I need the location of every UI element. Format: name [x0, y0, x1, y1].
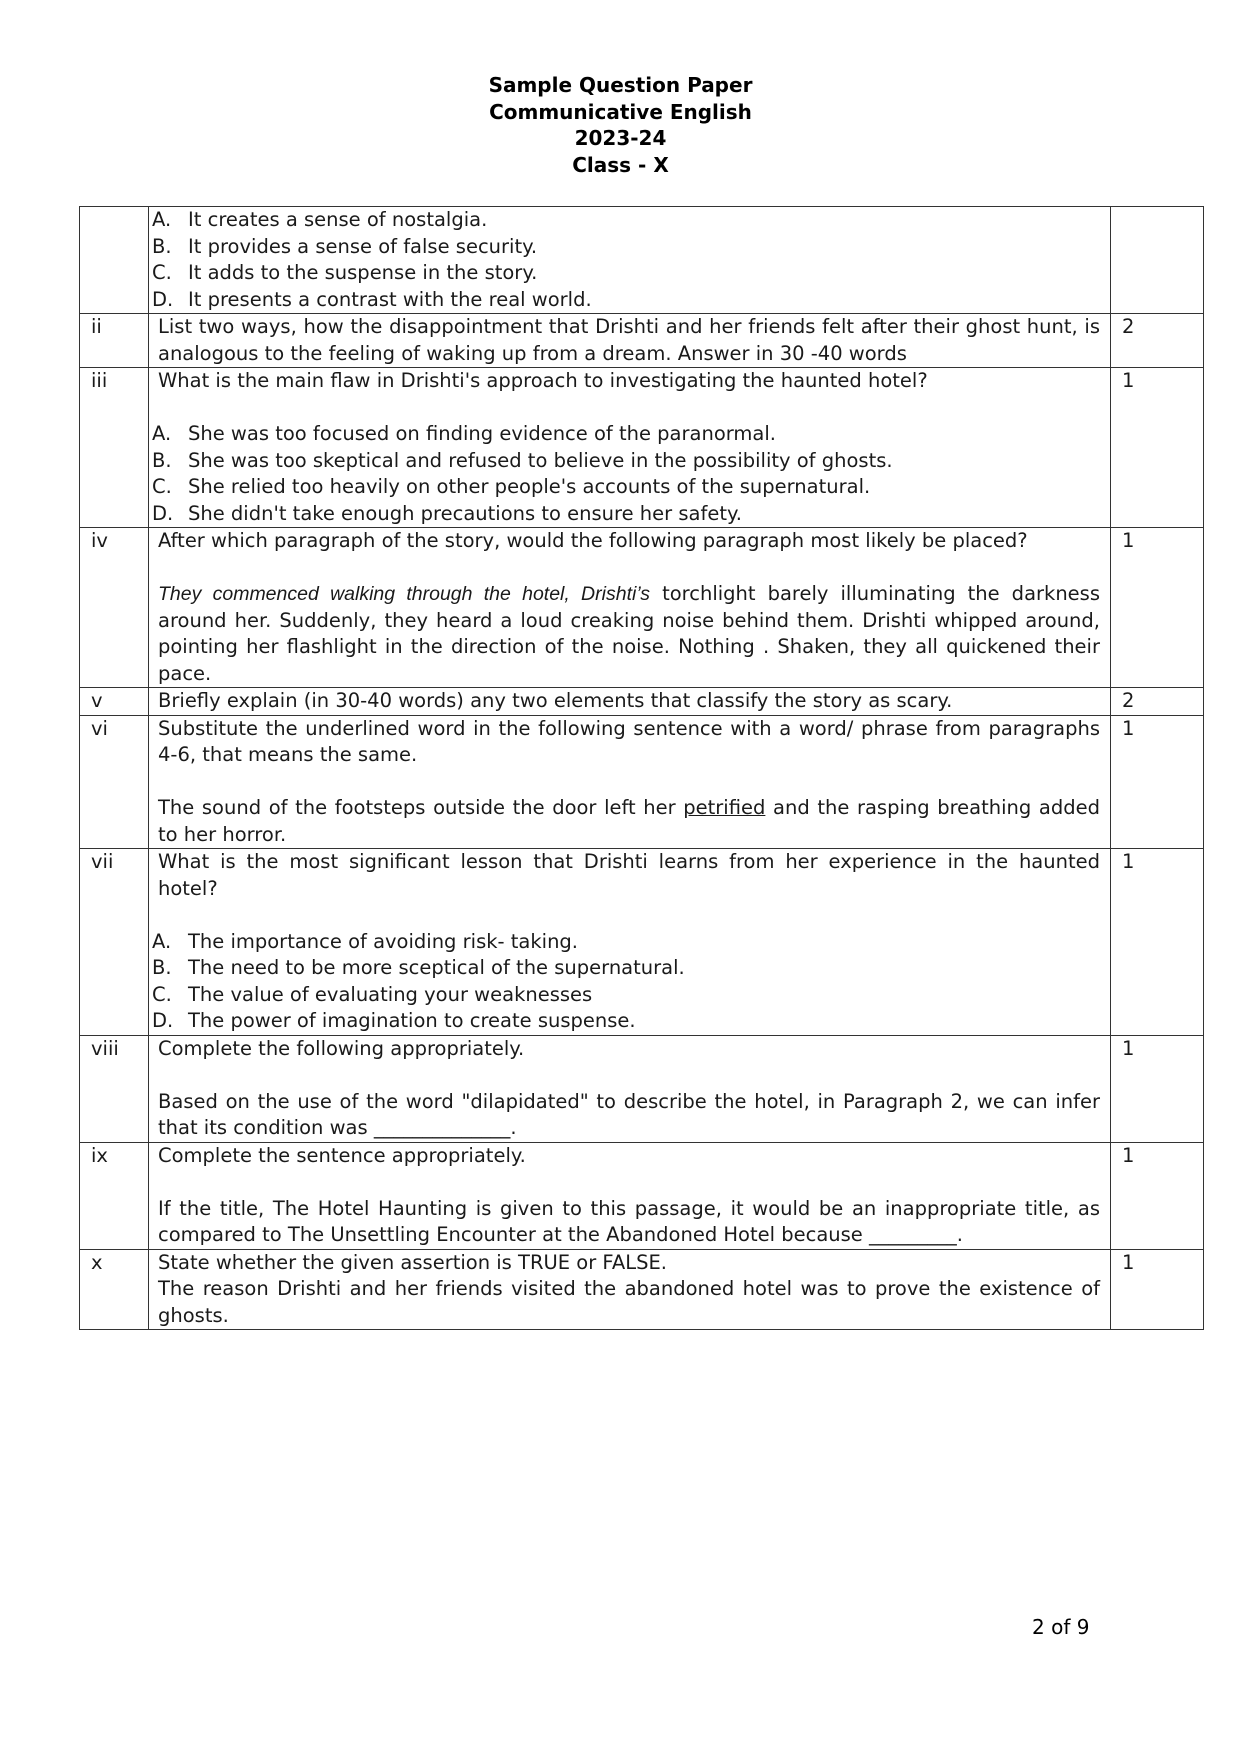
question-text: Complete the sentence appropriately.	[158, 1143, 526, 1167]
question-number: ix	[80, 1142, 149, 1249]
table-row	[80, 1249, 1204, 1330]
question-number: ii	[80, 314, 149, 368]
table-row	[80, 1035, 1204, 1142]
marks-cell: 2	[1111, 688, 1204, 716]
question-text: Briefly explain (in 30-40 words) any two elements that classify the story as scary.	[149, 688, 1111, 716]
question-number: v	[80, 688, 149, 716]
question-detail: Based on the use of the word "dilapidated" to describe the hotel, in Paragraph 2, we can infer that its condition was ______________.	[158, 1089, 1100, 1139]
question-cell	[149, 1035, 1111, 1142]
question-text: What is the main flaw in Drishti's approach to investigating the haunted hotel?	[158, 369, 928, 392]
table-row	[80, 528, 1204, 688]
question-number: vii	[80, 849, 149, 1036]
question-text: After which paragraph of the story, would the following paragraph most likely be placed?	[158, 529, 1028, 552]
option-c: C. The value of evaluating your weaknesses	[152, 982, 593, 1006]
option-c: C. She relied too heavily on other people's accounts of the supernatural.	[152, 475, 871, 498]
question-text: Complete the following appropriately.	[158, 1036, 525, 1060]
question-text: What is the most significant lesson that Drishti learns from her experience in the haunted hotel?	[158, 850, 1100, 900]
class-label: Class - X	[572, 152, 669, 177]
subject-title: Communicative English	[489, 99, 752, 124]
question-cell	[149, 207, 1111, 314]
session-year: 2023-24	[574, 126, 667, 150]
option-d: D. She didn't take enough precautions to ensure her safety.	[152, 501, 742, 525]
marks-cell: 1	[1111, 528, 1204, 688]
question-cell	[149, 1142, 1111, 1249]
question-text: State whether the given assertion is TRUE or FALSE.	[158, 1250, 667, 1274]
option-a: A. She was too focused on finding evidence of the paranormal.	[152, 422, 776, 445]
question-number: x	[80, 1249, 149, 1330]
question-text: List two ways, how the disappointment that Drishti and her friends felt after their ghost hunt, is analogous to the feeling of waking up from a dream. Answer in 30 -40 words	[149, 314, 1111, 368]
question-number: iv	[80, 528, 149, 688]
table-row	[80, 314, 1204, 368]
marks-cell: 1	[1111, 368, 1204, 528]
option-b: B. She was too skeptical and refused to believe in the possibility of ghosts.	[152, 448, 893, 472]
option-d: D. It presents a contrast with the real world.	[152, 287, 592, 311]
question-cell	[149, 849, 1111, 1036]
marks-cell: 1	[1111, 715, 1204, 849]
question-cell	[149, 368, 1111, 528]
question-cell	[149, 715, 1111, 849]
paper-title: Sample Question Paper	[488, 73, 753, 97]
passage-italic: They commenced walking through the hotel, Drishti’s	[158, 583, 651, 605]
marks-cell: 1	[1111, 849, 1204, 1036]
option-d: D. The power of imagination to create suspense.	[152, 1009, 636, 1032]
marks-cell: 1	[1111, 1142, 1204, 1249]
marks-cell: 1	[1111, 1035, 1204, 1142]
table-row	[80, 849, 1204, 1036]
table-row	[80, 368, 1204, 528]
question-number: iii	[80, 368, 149, 528]
marks-cell	[1111, 207, 1204, 314]
table-row	[80, 207, 1204, 314]
table-row	[80, 715, 1204, 849]
question-number: viii	[80, 1035, 149, 1142]
option-b: B. The need to be more sceptical of the supernatural.	[152, 956, 685, 979]
question-detail: If the title, The Hotel Haunting is given to this passage, it would be an inappropriate title, as compared to The Unsettling Encounter at the Abandoned Hotel because _________.	[158, 1196, 1100, 1246]
table-row	[80, 688, 1204, 716]
question-text: Substitute the underlined word in the following sentence with a word/ phrase from paragraphs 4-6, that means the same.	[158, 716, 1100, 766]
underlined-word: petrified	[683, 796, 766, 819]
page-header	[0, 72, 1241, 178]
option-b: B. It provides a sense of false security.	[152, 234, 538, 258]
option-c: C. It adds to the suspense in the story.	[152, 261, 538, 284]
marks-cell: 2	[1111, 314, 1204, 368]
table-row	[80, 1142, 1204, 1249]
passage-paragraph	[158, 581, 1100, 687]
question-number: vi	[80, 715, 149, 849]
questions-table	[79, 206, 1204, 1330]
example-sentence: The sound of the footsteps outside the door left her petrified and the rasping breathing added to her horror.	[158, 796, 1100, 846]
option-a: A. It creates a sense of nostalgia.	[152, 208, 488, 231]
marks-cell: 1	[1111, 1249, 1204, 1330]
question-detail: The reason Drishti and her friends visited the abandoned hotel was to prove the existence of ghosts.	[158, 1277, 1100, 1327]
option-a: A. The importance of avoiding risk- taking.	[152, 929, 578, 953]
question-cell	[149, 1249, 1111, 1330]
question-number	[80, 207, 149, 314]
question-cell	[149, 528, 1111, 688]
passage-text: torchlight barely illuminating the darkness around her. Suddenly, they heard a loud creaking noise behind them. Drishti whipped around, pointing her flashlight in the direction of the noise. Nothing . Shaken, they all quickened their pace.	[158, 582, 1100, 685]
page-number: 2 of 9	[1032, 1615, 1090, 1639]
